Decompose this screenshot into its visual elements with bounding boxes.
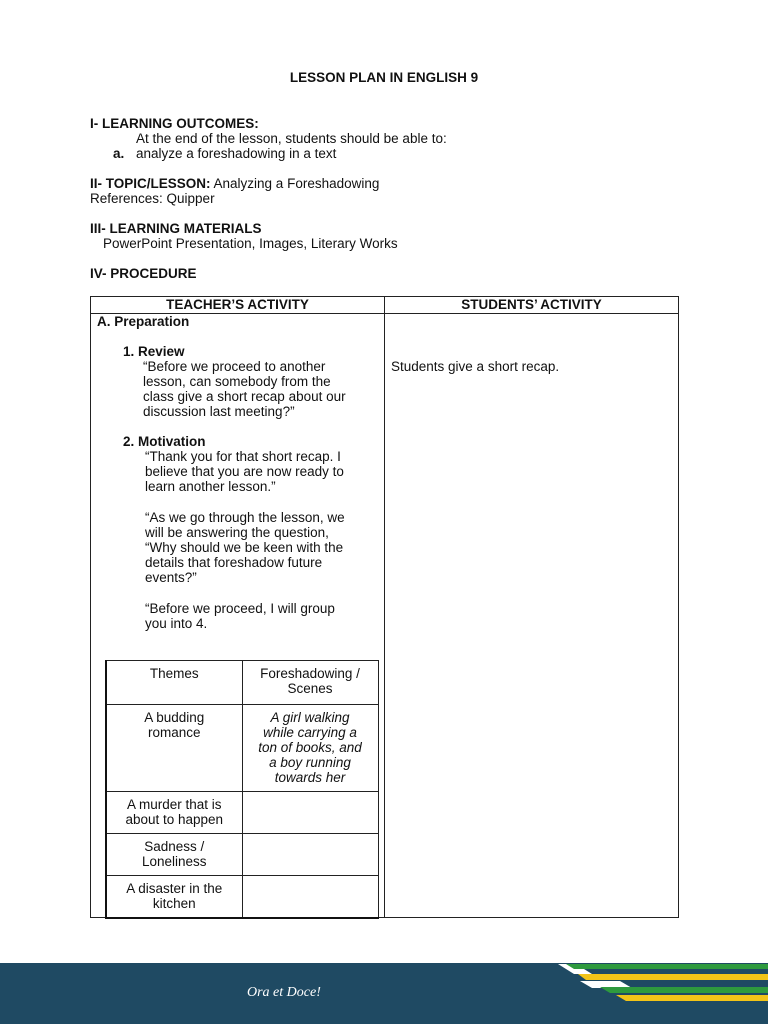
topic-line [90, 176, 379, 191]
materials-value: PowerPoint Presentation, Images, Literary Works [103, 236, 398, 251]
scene-line: while carrying a [263, 725, 357, 740]
outcome-marker: a. [113, 146, 125, 161]
theme-cell [106, 876, 242, 918]
scene-cell [242, 876, 378, 918]
table-row [106, 705, 378, 792]
procedure-heading: IV- PROCEDURE [90, 266, 197, 281]
scene-line: ton of books, and [258, 740, 362, 755]
section-a-label: A. Preparation [97, 314, 190, 329]
motivation-heading: 2. Motivation [123, 434, 206, 449]
theme-line: about to happen [125, 812, 224, 827]
header-line: Foreshadowing / [260, 666, 360, 681]
motivation-text-line: “As we go through the lesson, we [145, 510, 345, 525]
table-row [106, 792, 378, 834]
theme-line: Loneliness [141, 854, 207, 869]
page-title: LESSON PLAN IN ENGLISH 9 [289, 70, 479, 85]
table-row [106, 834, 378, 876]
theme-line: kitchen [152, 896, 196, 911]
theme-line: Sadness / [144, 839, 205, 854]
motivation-text-line: events?” [145, 570, 197, 585]
review-text-line: discussion last meeting?” [143, 404, 295, 419]
motivation-text-line: you into 4. [145, 616, 208, 631]
outcomes-heading: I- LEARNING OUTCOMES: [90, 116, 259, 131]
motivation-text-line: will be answering the question, [145, 525, 329, 540]
foreshadowing-header [242, 661, 378, 705]
references: References: Quipper [90, 191, 215, 206]
motivation-text-line: “Thank you for that short recap. I [145, 449, 341, 464]
review-text-line: lesson, can somebody from the [143, 374, 331, 389]
theme-line: romance [147, 725, 201, 740]
theme-line: A murder that is [126, 797, 222, 812]
motivation-text-line: “Before we proceed, I will group [145, 601, 335, 616]
theme-line: A disaster in the [126, 881, 223, 896]
scene-cell [242, 834, 378, 876]
review-heading: 1. Review [123, 344, 185, 359]
table-row [106, 876, 378, 918]
scene-cell [242, 792, 378, 834]
materials-heading: III- LEARNING MATERIALS [90, 221, 262, 236]
header-line: Scenes [287, 681, 333, 696]
review-text-line: “Before we proceed to another [143, 359, 326, 374]
themes-header [106, 661, 242, 705]
student-response: Students give a short recap. [391, 359, 560, 374]
motivation-text-line: details that foreshadow future [145, 555, 323, 570]
review-text-line: class give a short recap about our [143, 389, 346, 404]
scene-line: towards her [274, 770, 346, 785]
outcome-item: analyze a foreshadowing in a text [136, 146, 337, 161]
table-row [106, 661, 378, 705]
scene-cell [242, 705, 378, 792]
footer-motto: Ora et Doce! [247, 985, 321, 1000]
motivation-text-line: believe that you are now ready to [145, 464, 344, 479]
topic-value: Analyzing a Foreshadowing [210, 176, 380, 191]
footer-stripes-icon [0, 963, 768, 1024]
motivation-text-line: learn another lesson.” [145, 479, 276, 494]
topic-heading: II- TOPIC/LESSON: [90, 176, 211, 191]
outcomes-intro: At the end of the lesson, students should be able to: [136, 131, 447, 146]
scene-line: A girl walking [270, 710, 350, 725]
column-divider [384, 297, 385, 917]
theme-cell [106, 792, 242, 834]
footer-band [0, 963, 768, 1024]
themes-table [105, 660, 379, 919]
students-activity-header: STUDENTS’ ACTIVITY [461, 297, 602, 312]
scene-line: a boy running [269, 755, 351, 770]
teacher-activity-header: TEACHER’S ACTIVITY [166, 297, 309, 312]
motivation-text-line: “Why should we be keen with the [145, 540, 344, 555]
theme-line: A budding [144, 710, 205, 725]
theme-cell [106, 705, 242, 792]
header-line: Themes [149, 666, 199, 681]
theme-cell [106, 834, 242, 876]
